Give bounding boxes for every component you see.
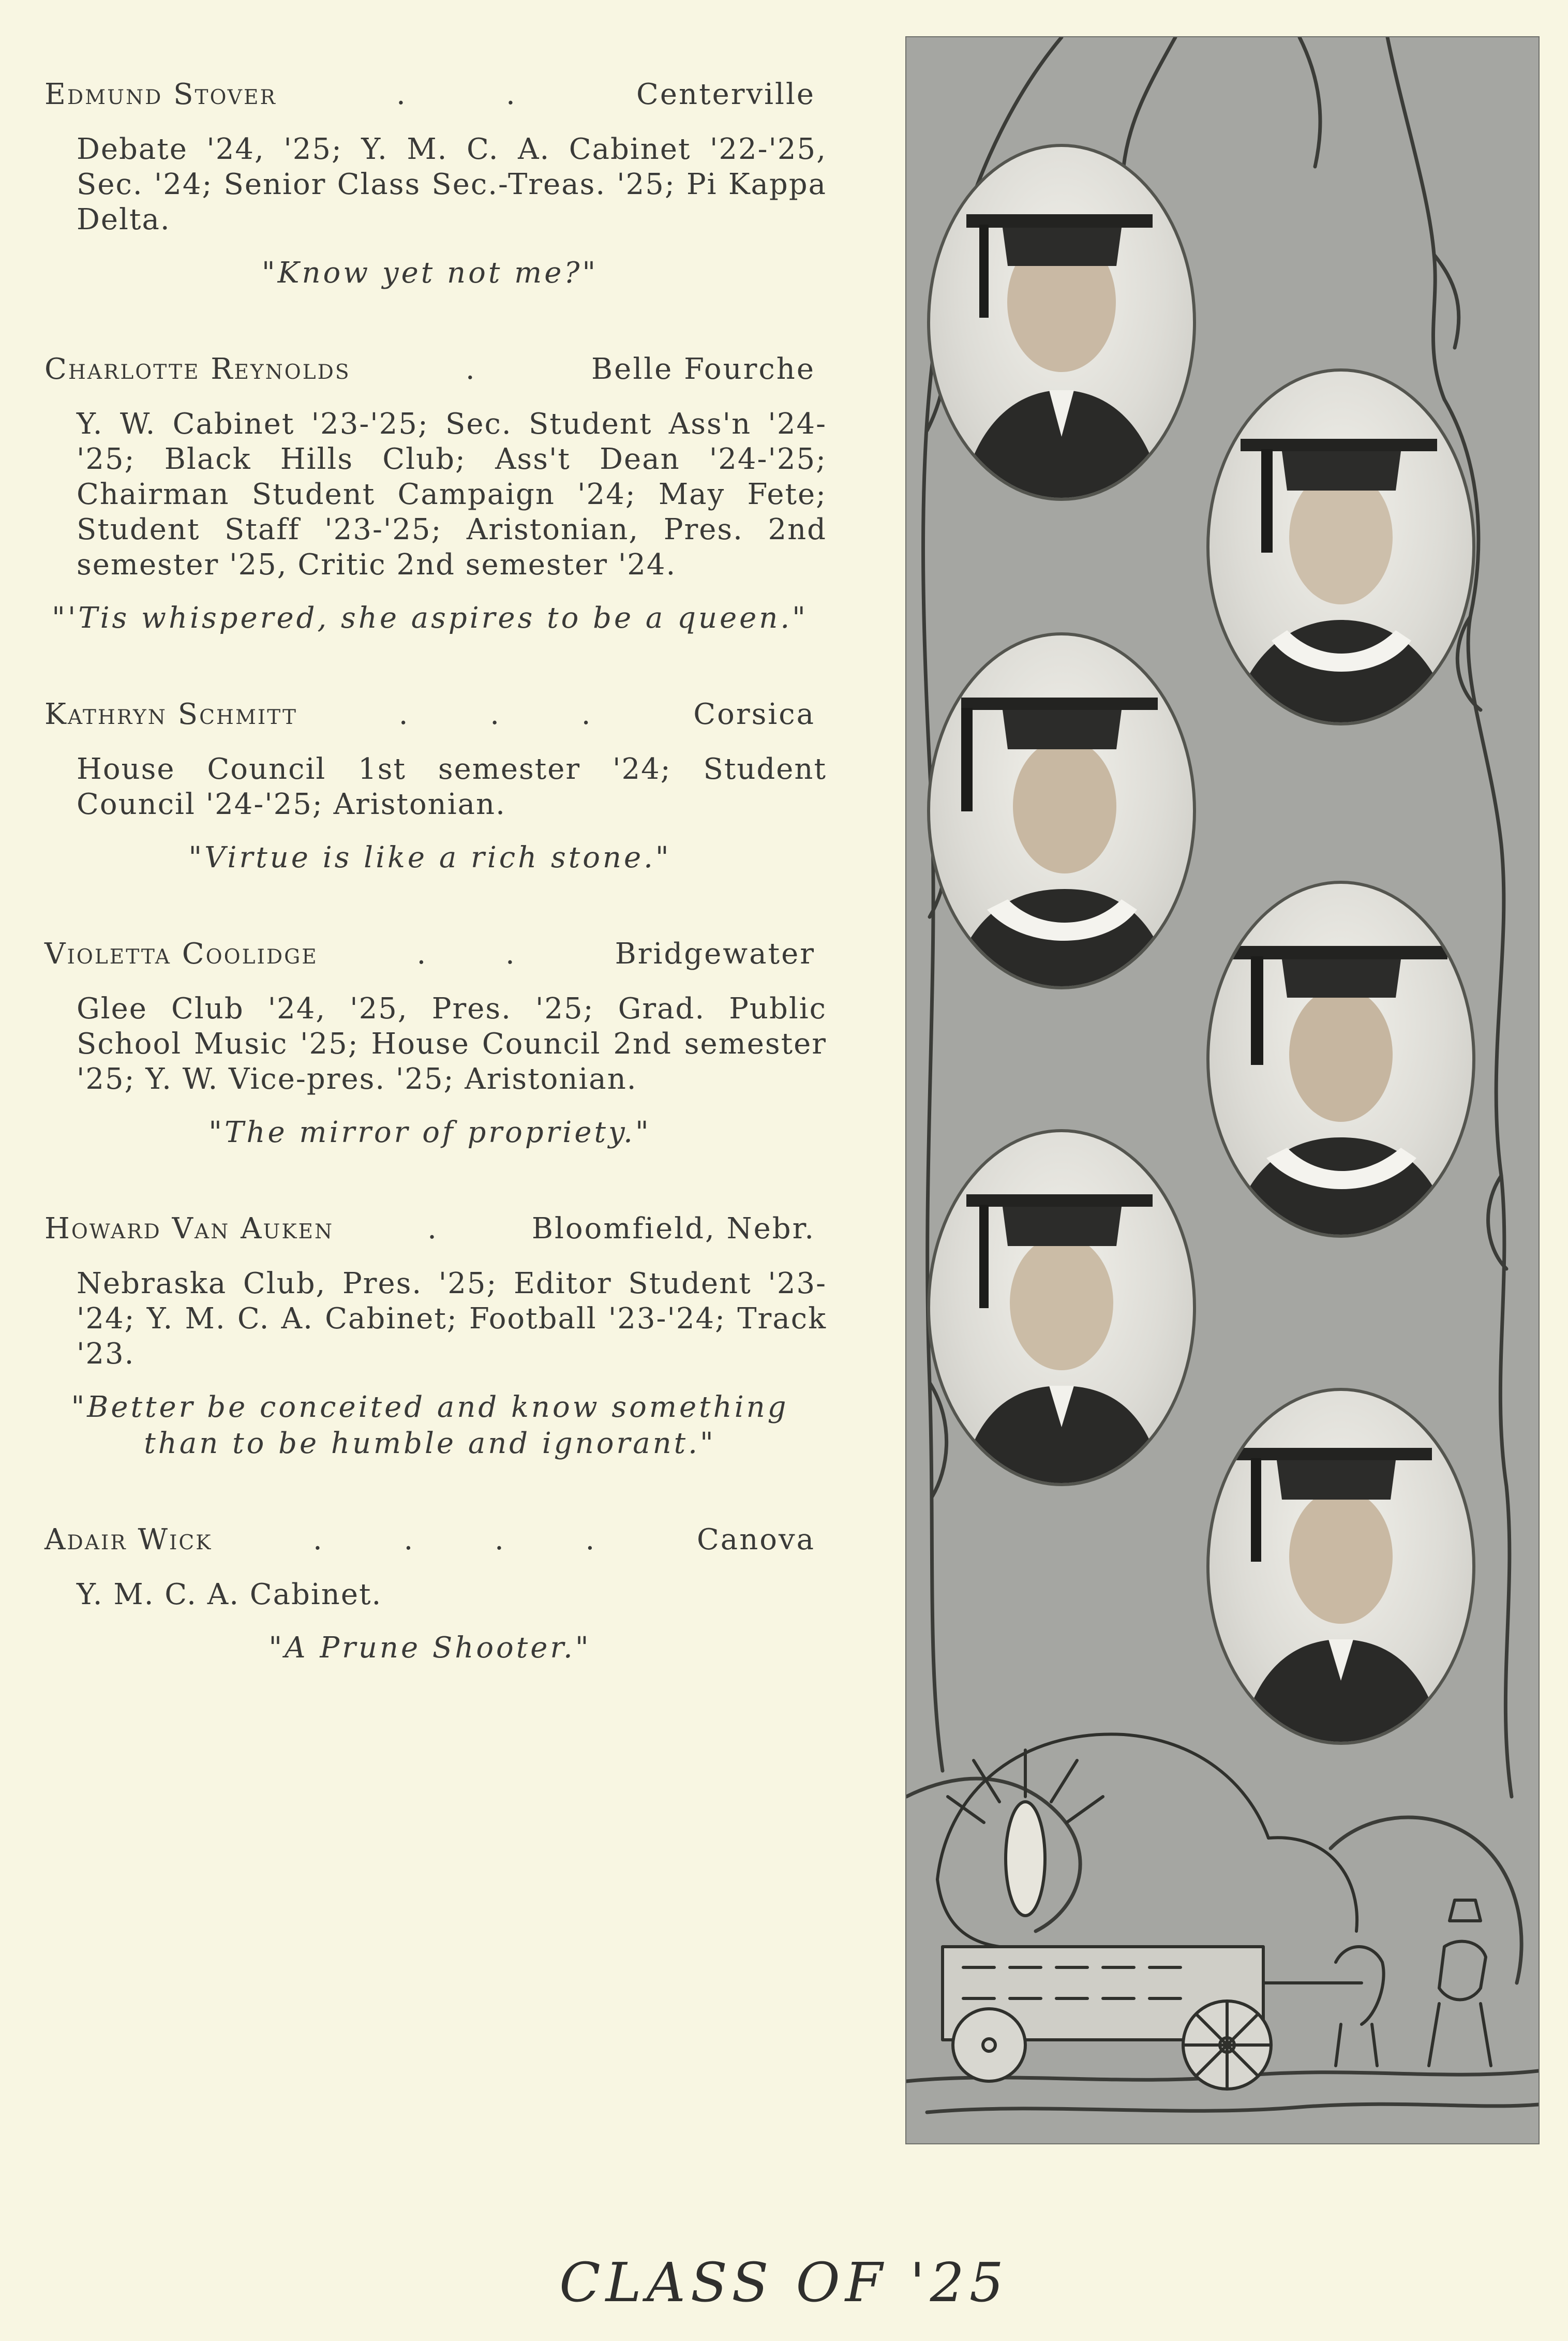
entry-hometown: Bloomfield, Nebr. [531, 1212, 815, 1246]
entry-quote: "'Tis whispered, she aspires to be a queen." [52, 601, 808, 635]
leader-dot: . [506, 78, 517, 111]
leader-dot: . [404, 1523, 415, 1557]
leader-dot: . [494, 1523, 505, 1557]
graduate-portrait-icon [930, 635, 1193, 986]
portrait-howard-van-auken [927, 1129, 1196, 1486]
leader-dot: . [398, 698, 410, 731]
entry-name: Violetta Coolidge [44, 937, 318, 971]
entry-hometown: Centerville [636, 78, 815, 111]
portrait-panel [906, 37, 1539, 2143]
entry-kathryn-schmitt [44, 698, 827, 876]
entry-name: Howard Van Auken [44, 1212, 334, 1246]
entry-name: Adair Wick [44, 1523, 213, 1557]
leader-dot: . [505, 937, 516, 971]
graduate-portrait-icon [1209, 372, 1472, 722]
portrait-kathryn-schmitt [927, 632, 1196, 989]
entry-quote: "The mirror of propriety." [208, 1116, 651, 1149]
entry-name: Kathryn Schmitt [44, 698, 298, 731]
entry-charlotte-reynolds [44, 352, 827, 636]
entry-hometown: Belle Fourche [591, 352, 815, 386]
entry-hometown: Corsica [693, 698, 815, 731]
entry-activities: Glee Club '24, '25, Pres. '25; Grad. Public School Music '25; House Council 2nd semester '25; Y. W. Vice-pres. '25; Aristonian. [77, 992, 827, 1096]
graduate-portrait-icon [930, 1132, 1193, 1483]
leader-dot: . [581, 698, 592, 731]
entry-adair-wick [44, 1523, 815, 1666]
leader-dot: . [396, 78, 407, 111]
portrait-edmund-stover [927, 144, 1196, 501]
entry-activities: Y. W. Cabinet '23-'25; Sec. Student Ass'n '24-'25; Black Hills Club; Ass't Dean '24-'25; Chairman Student Campaign '24; May Fete; Student Staff '23-'25; Aristonian, Pres. 2nd semester '25, Critic 2nd semester '24. [77, 407, 827, 582]
entry-activities: Y. M. C. A. Cabinet. [77, 1578, 382, 1611]
entry-activities: Nebraska Club, Pres. '25; Editor Student '23-'24; Y. M. C. A. Cabinet; Football '23-'24; Track '23. [77, 1267, 827, 1371]
class-title: CLASS OF '25 [559, 2251, 1009, 2314]
entry-quote: "A Prune Shooter." [268, 1631, 591, 1665]
portrait-violetta-coolidge [1206, 881, 1475, 1238]
leader-dot: . [416, 937, 428, 971]
leader-dot: . [313, 1523, 324, 1557]
leader-dot: . [490, 698, 501, 731]
entry-activities: House Council 1st semester '24; Student Council '24-'25; Aristonian. [77, 752, 827, 821]
portrait-charlotte-reynolds [1206, 368, 1475, 725]
entry-edmund-stover [44, 78, 827, 291]
leader-dot: . [427, 1212, 438, 1246]
entry-quote: "Virtue is like a rich stone." [188, 841, 671, 875]
entry-name: Edmund Stover [44, 78, 277, 111]
graduate-portrait-icon [1209, 884, 1472, 1235]
leader-dot: . [465, 352, 476, 386]
entry-hometown: Bridgewater [615, 937, 815, 971]
graduate-portrait-icon [930, 147, 1193, 498]
graduate-portrait-icon [1209, 1391, 1472, 1742]
entry-quote: "Better be conceited and know something than to be humble and ignorant." [71, 1390, 789, 1460]
entry-name: Charlotte Reynolds [44, 352, 351, 386]
entry-howard-van-auken [44, 1212, 827, 1462]
senior-entries [44, 78, 827, 1666]
entry-hometown: Canova [696, 1523, 815, 1557]
leader-dot: . [585, 1523, 596, 1557]
entry-violetta-coolidge [44, 937, 827, 1151]
portrait-adair-wick [1206, 1388, 1475, 1745]
entry-activities: Debate '24, '25; Y. M. C. A. Cabinet '22-'25, Sec. '24; Senior Class Sec.-Treas. '25; Pi Kappa Delta. [77, 132, 827, 236]
entry-quote: "Know yet not me?" [261, 256, 599, 290]
